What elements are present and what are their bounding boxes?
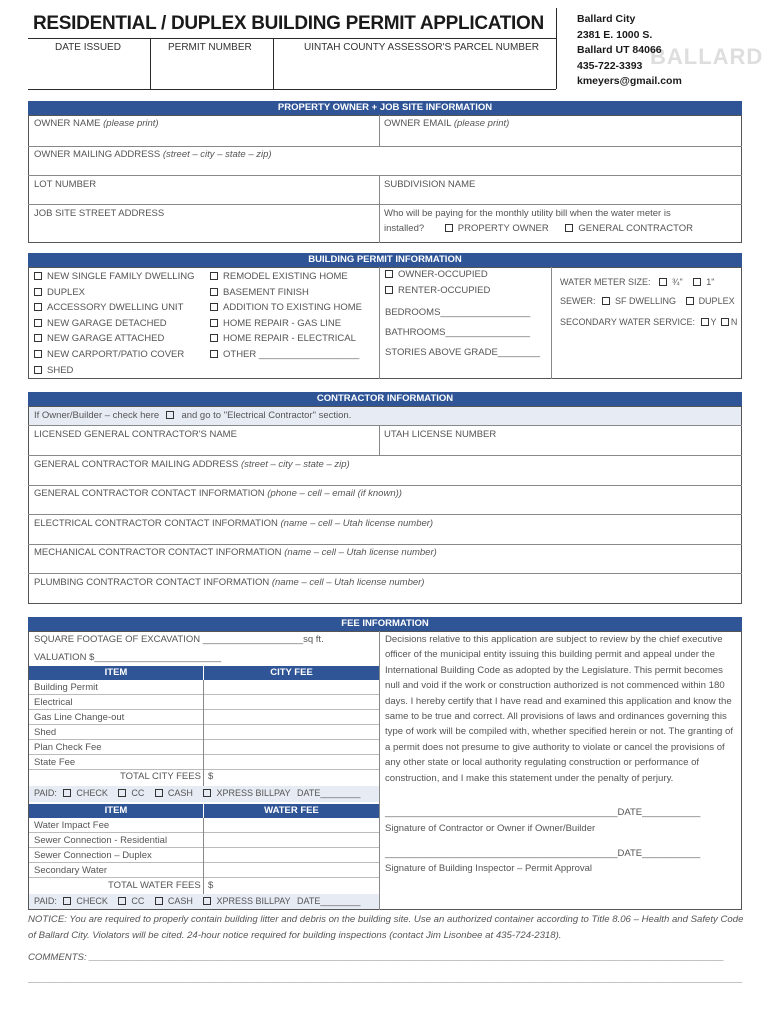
row-divider bbox=[28, 544, 742, 545]
owner-occupied-label: OWNER-OCCUPIED bbox=[398, 269, 488, 280]
permit-type-option[interactable] bbox=[210, 300, 362, 316]
city-fee-items bbox=[29, 680, 379, 770]
comments-field[interactable]: COMMENTS: _______________________________________________________________________________________________________________________ bbox=[28, 952, 725, 963]
renter-occupied-label: RENTER-OCCUPIED bbox=[398, 285, 491, 296]
total-city-fees-label: TOTAL CITY FEES bbox=[120, 771, 201, 782]
fee-item-label: Sewer Connection – Duplex bbox=[34, 850, 152, 861]
fee-row bbox=[29, 833, 379, 848]
permit-type-label: HOME REPAIR - ELECTRICAL bbox=[223, 333, 356, 345]
secondary-water-label: SECONDARY WATER SERVICE: bbox=[560, 317, 696, 327]
utility-option-owner-label: PROPERTY OWNER bbox=[457, 223, 549, 234]
owner-builder-row bbox=[34, 410, 351, 421]
permit-type-option[interactable] bbox=[34, 347, 194, 363]
water-fee-items bbox=[29, 818, 379, 878]
permit-type-label: DUPLEX bbox=[47, 286, 86, 298]
permit-type-list-2 bbox=[210, 269, 362, 363]
checkbox-icon[interactable] bbox=[602, 297, 610, 305]
secondary-water-no[interactable] bbox=[721, 317, 738, 327]
permit-type-list-1 bbox=[34, 269, 194, 378]
comments-line[interactable]: ______________________________________________________________________________________________________________________________________ bbox=[28, 974, 743, 985]
checkbox-icon[interactable] bbox=[210, 272, 218, 280]
owner-mailing-field[interactable] bbox=[34, 149, 272, 160]
pay-cc-label: CC bbox=[131, 788, 145, 798]
city-address-line2: Ballard UT 84066 bbox=[577, 44, 662, 56]
gc-contact-note: (phone – cell – email (if known)) bbox=[267, 488, 402, 499]
notice-text: NOTICE: You are required to properly contain building litter and debris on the building site. Use an authorized container according to Title 8.06 – Health and Safety Code of Ballard City. Violators will be cited. 24-hour notice required for building inspections (contact Jim Lisonbee at 435-724-2318). bbox=[28, 914, 744, 941]
fee-row bbox=[29, 818, 379, 833]
row-divider bbox=[28, 425, 742, 426]
row-divider bbox=[28, 573, 742, 574]
sewer-sf-label: SF DWELLING bbox=[615, 296, 677, 306]
checkbox-icon[interactable] bbox=[210, 350, 218, 358]
fee-row bbox=[29, 725, 379, 740]
water-meter-option-b[interactable] bbox=[693, 277, 714, 287]
permit-type-label: OTHER ___________________ bbox=[223, 348, 360, 360]
checkbox-icon[interactable] bbox=[63, 789, 71, 797]
city-item-header: ITEM bbox=[29, 666, 203, 680]
permit-type-label: ACCESSORY DWELLING UNIT bbox=[47, 302, 184, 314]
title-underline bbox=[28, 38, 556, 39]
fee-row bbox=[29, 680, 379, 695]
owner-mailing-note: (street – city – state – zip) bbox=[162, 149, 272, 160]
plumbing-label: PLUMBING CONTRACTOR CONTACT INFORMATION bbox=[34, 577, 270, 588]
permit-type-option[interactable] bbox=[34, 331, 194, 347]
city-pay-check[interactable] bbox=[63, 788, 108, 798]
checkbox-icon[interactable] bbox=[210, 334, 218, 342]
city-pay-cc[interactable] bbox=[118, 788, 144, 798]
electrical-label: ELECTRICAL CONTRACTOR CONTACT INFORMATION bbox=[34, 518, 278, 529]
utility-option-contractor[interactable] bbox=[565, 223, 693, 234]
parcel-number-label: UINTAH COUNTY ASSESSOR'S PARCEL NUMBER bbox=[304, 42, 539, 53]
total-water-fees-value[interactable]: $ bbox=[208, 880, 214, 891]
col-divider bbox=[379, 425, 380, 455]
city-name: Ballard City bbox=[577, 13, 636, 25]
pay-xpress-label: XPRESS BILLPAY bbox=[216, 896, 291, 906]
form-title: RESIDENTIAL / DUPLEX BUILDING PERMIT APPLICATION bbox=[33, 13, 544, 34]
fee-amount-field[interactable] bbox=[203, 848, 379, 862]
sewer-label: SEWER: bbox=[560, 296, 596, 306]
col-divider bbox=[379, 631, 380, 910]
utility-option-owner[interactable] bbox=[445, 223, 549, 234]
row-divider bbox=[28, 204, 742, 205]
fee-row bbox=[29, 740, 379, 755]
checkbox-icon[interactable] bbox=[34, 319, 42, 327]
col-divider bbox=[203, 818, 204, 894]
water-item-header: ITEM bbox=[29, 804, 203, 818]
checkbox-icon[interactable] bbox=[721, 318, 729, 326]
col-divider bbox=[379, 115, 380, 146]
city-phone: 435-722-3393 bbox=[577, 59, 643, 72]
contractor-signature-caption: Signature of Contractor or Owner if Owner/Builder bbox=[385, 823, 596, 834]
mechanical-contact-field[interactable] bbox=[34, 547, 437, 558]
fee-item-label: Shed bbox=[34, 727, 57, 738]
fee-amount-field[interactable] bbox=[203, 695, 379, 709]
sewer-duplex-label: DUPLEX bbox=[698, 296, 735, 306]
pay-cash-label: CASH bbox=[167, 788, 193, 798]
owner-name-field[interactable] bbox=[34, 118, 159, 129]
checkbox-icon[interactable] bbox=[34, 334, 42, 342]
water-pay-check[interactable] bbox=[63, 896, 108, 906]
paid-label: PAID: bbox=[34, 788, 57, 798]
pay-cash-label: CASH bbox=[167, 896, 193, 906]
fee-row bbox=[29, 710, 379, 725]
plumbing-contact-field[interactable] bbox=[34, 577, 424, 588]
permit-type-option[interactable] bbox=[34, 316, 194, 332]
checkbox-icon[interactable] bbox=[118, 897, 126, 905]
owner-mailing-label: OWNER MAILING ADDRESS bbox=[34, 149, 161, 160]
row-divider bbox=[28, 485, 742, 486]
pay-xpress-label: XPRESS BILLPAY bbox=[216, 788, 291, 798]
row-divider bbox=[28, 455, 742, 456]
checkbox-icon[interactable] bbox=[693, 278, 701, 286]
permit-type-label: NEW CARPORT/PATIO COVER bbox=[47, 348, 185, 360]
secondary-water-yes[interactable] bbox=[701, 317, 717, 327]
utility-question-line1: Who will be paying for the monthly utility bill when the water meter is bbox=[384, 208, 671, 219]
fee-item-label: Secondary Water bbox=[34, 865, 108, 876]
fee-item-label: Gas Line Change-out bbox=[34, 712, 125, 723]
date-issued-label: DATE ISSUED bbox=[55, 42, 121, 53]
water-meter-option-a[interactable] bbox=[659, 277, 683, 287]
owner-builder-text-b: and go to "Electrical Contractor" section. bbox=[181, 410, 352, 421]
permit-type-option[interactable] bbox=[210, 316, 362, 332]
row-divider bbox=[28, 514, 742, 515]
total-city-fees-value[interactable]: $ bbox=[208, 771, 214, 782]
permit-type-option[interactable] bbox=[210, 285, 362, 301]
fee-amount-field[interactable] bbox=[203, 680, 379, 694]
city-fee-header: CITY FEE bbox=[204, 666, 379, 680]
permit-type-option[interactable] bbox=[210, 269, 362, 285]
checkbox-icon[interactable] bbox=[210, 319, 218, 327]
water-pay-cc[interactable] bbox=[118, 896, 144, 906]
fee-item-label: Water Impact Fee bbox=[34, 820, 110, 831]
secondary-yes-label: Y bbox=[710, 317, 717, 327]
bedrooms-field[interactable]: BEDROOMS_________________ bbox=[385, 307, 531, 318]
header-bottom-line bbox=[28, 89, 556, 90]
permit-type-option[interactable] bbox=[34, 269, 194, 285]
valuation-field[interactable]: VALUATION $________________________ bbox=[34, 652, 222, 663]
sewer-row bbox=[560, 296, 735, 306]
fee-amount-field[interactable] bbox=[203, 755, 379, 769]
contractor-signature-line[interactable]: ____________________________________________DATE___________ bbox=[385, 807, 701, 818]
fee-row bbox=[29, 863, 379, 878]
owner-email-field[interactable] bbox=[384, 118, 509, 129]
building-section-header: BUILDING PERMIT INFORMATION bbox=[28, 253, 742, 267]
city-logo-watermark: BALLARD bbox=[650, 44, 764, 69]
permit-type-option[interactable] bbox=[210, 347, 362, 363]
checkbox-icon[interactable] bbox=[155, 789, 163, 797]
bathrooms-field[interactable]: BATHROOMS________________ bbox=[385, 327, 531, 338]
permit-type-option[interactable] bbox=[34, 285, 194, 301]
water-meter-b-label: 1" bbox=[706, 277, 715, 287]
fee-amount-field[interactable] bbox=[203, 710, 379, 724]
row-divider bbox=[28, 175, 742, 176]
owner-section-header: PROPERTY OWNER + JOB SITE INFORMATION bbox=[28, 101, 742, 115]
fee-amount-field[interactable] bbox=[203, 818, 379, 832]
fee-row bbox=[29, 695, 379, 710]
permit-type-option[interactable] bbox=[34, 363, 194, 379]
header-divider bbox=[273, 39, 274, 89]
water-meter-a-label: ¾" bbox=[672, 277, 683, 287]
permit-number-label: PERMIT NUMBER bbox=[168, 42, 252, 53]
pay-check-label: CHECK bbox=[76, 896, 108, 906]
col-divider bbox=[551, 267, 552, 379]
permit-type-label: NEW GARAGE DETACHED bbox=[47, 317, 167, 329]
city-contact-block bbox=[577, 12, 682, 90]
checkbox-icon[interactable] bbox=[445, 224, 453, 232]
subdivision-field[interactable]: SUBDIVISION NAME bbox=[384, 179, 476, 190]
col-divider bbox=[379, 267, 380, 379]
sq-footage-field[interactable]: SQUARE FOOTAGE OF EXCAVATION ___________________sq ft. bbox=[34, 634, 324, 645]
city-paid-row bbox=[34, 788, 360, 798]
fee-item-label: State Fee bbox=[34, 757, 76, 768]
stories-field[interactable]: STORIES ABOVE GRADE________ bbox=[385, 347, 541, 358]
owner-builder-checkbox-icon[interactable] bbox=[166, 411, 174, 419]
checkbox-icon[interactable] bbox=[701, 318, 709, 326]
gc-contact-label: GENERAL CONTRACTOR CONTACT INFORMATION bbox=[34, 488, 265, 499]
checkbox-icon[interactable] bbox=[203, 789, 211, 797]
fee-item-label: Sewer Connection - Residential bbox=[34, 835, 168, 846]
permit-type-option[interactable] bbox=[34, 300, 194, 316]
checkbox-icon[interactable] bbox=[686, 297, 694, 305]
gc-mailing-note: (street – city – state – zip) bbox=[240, 459, 350, 470]
owner-occupied-option[interactable] bbox=[385, 269, 488, 280]
owner-email-note: (please print) bbox=[453, 118, 510, 129]
fee-amount-field[interactable] bbox=[203, 740, 379, 754]
fee-item-label: Plan Check Fee bbox=[34, 742, 102, 753]
electrical-contact-field[interactable] bbox=[34, 518, 433, 529]
checkbox-icon[interactable] bbox=[34, 366, 42, 374]
checkbox-icon[interactable] bbox=[34, 272, 42, 280]
mechanical-label: MECHANICAL CONTRACTOR CONTACT INFORMATION bbox=[34, 547, 282, 558]
checkbox-icon[interactable] bbox=[34, 303, 42, 311]
header-divider bbox=[556, 8, 557, 89]
checkbox-icon[interactable] bbox=[210, 288, 218, 296]
permit-type-label: REMODEL EXISTING HOME bbox=[223, 271, 348, 282]
fee-item-label: Electrical bbox=[34, 697, 73, 708]
fee-row bbox=[29, 755, 379, 770]
water-meter-row bbox=[560, 277, 714, 287]
checkbox-icon[interactable] bbox=[155, 897, 163, 905]
water-meter-label: WATER METER SIZE: bbox=[560, 277, 651, 287]
sewer-option-sf[interactable] bbox=[602, 296, 676, 306]
utility-question-installed: installed? bbox=[384, 223, 425, 234]
col-divider bbox=[379, 175, 380, 243]
fee-section-header: FEE INFORMATION bbox=[28, 617, 742, 631]
permit-type-label: HOME REPAIR - GAS LINE bbox=[223, 317, 342, 329]
city-address-line1: 2381 E. 1000 S. bbox=[577, 28, 653, 41]
gc-mailing-field[interactable] bbox=[34, 459, 350, 470]
checkbox-icon[interactable] bbox=[203, 897, 211, 905]
lot-number-field[interactable]: LOT NUMBER bbox=[34, 179, 97, 190]
renter-occupied-option[interactable] bbox=[385, 285, 490, 296]
checkbox-icon[interactable] bbox=[385, 286, 393, 294]
owner-name-label: OWNER NAME bbox=[34, 118, 101, 129]
inspector-signature-caption: Signature of Building Inspector – Permit Approval bbox=[385, 863, 593, 874]
pay-check-label: CHECK bbox=[76, 788, 108, 798]
secondary-no-label: N bbox=[730, 317, 738, 327]
gc-mailing-label: GENERAL CONTRACTOR MAILING ADDRESS bbox=[34, 459, 239, 470]
water-paid-row bbox=[34, 896, 360, 906]
secondary-water-row bbox=[560, 317, 737, 327]
city-pay-xpress[interactable] bbox=[203, 788, 290, 798]
owner-email-label: OWNER EMAIL bbox=[384, 118, 452, 129]
contractor-section-header: CONTRACTOR INFORMATION bbox=[28, 392, 742, 406]
fee-row bbox=[29, 848, 379, 863]
city-pay-cash[interactable] bbox=[155, 788, 193, 798]
checkbox-icon[interactable] bbox=[118, 789, 126, 797]
legal-disclaimer: Decisions relative to this application are subject to review by the chief executive officer of the municipal entity issuing this building permit and appeal under the International Building Code as adopted by the Legislature. This permit becomes null and void if the work or construction authorized is not commenced within 180 days. I hereby certify that I have read and examined this application and know the same to be true and correct. All provisions of laws and ordinances governing this type of work will be compiled with, whether specified herein or not. The granting of a permit does not presume to give authority to violate or cancel the provisions of any other state or local authority regulating construction or performance of construction, and I make this statement under the penalty of perjury. bbox=[385, 634, 734, 784]
checkbox-icon[interactable] bbox=[210, 303, 218, 311]
permit-type-label: BASEMENT FINISH bbox=[223, 286, 309, 298]
gc-contact-field[interactable] bbox=[34, 488, 402, 499]
col-divider bbox=[203, 680, 204, 786]
fee-amount-field[interactable] bbox=[203, 725, 379, 739]
permit-type-label: ADDITION TO EXISTING HOME bbox=[223, 302, 362, 314]
electrical-note: (name – cell – Utah license number) bbox=[280, 518, 434, 529]
fee-item-label: Building Permit bbox=[34, 682, 98, 693]
plumbing-note: (name – cell – Utah license number) bbox=[271, 577, 425, 588]
checkbox-icon[interactable] bbox=[659, 278, 667, 286]
owner-name-note: (please print) bbox=[103, 118, 159, 129]
sewer-option-duplex[interactable] bbox=[686, 296, 735, 306]
checkbox-icon[interactable] bbox=[565, 224, 573, 232]
city-pay-date[interactable]: DATE________ bbox=[297, 788, 361, 798]
mechanical-note: (name – cell – Utah license number) bbox=[284, 547, 437, 558]
job-site-street-field[interactable]: JOB SITE STREET ADDRESS bbox=[34, 208, 165, 219]
checkbox-icon[interactable] bbox=[34, 288, 42, 296]
permit-type-option[interactable] bbox=[210, 331, 362, 347]
water-pay-cash[interactable] bbox=[155, 896, 193, 906]
fee-amount-field[interactable] bbox=[203, 863, 379, 877]
gc-name-field[interactable]: LICENSED GENERAL CONTRACTOR'S NAME bbox=[34, 429, 237, 440]
header-divider bbox=[150, 39, 151, 89]
permit-type-label: NEW SINGLE FAMILY DWELLING bbox=[47, 271, 195, 282]
paid-label: PAID: bbox=[34, 896, 57, 906]
checkbox-icon[interactable] bbox=[63, 897, 71, 905]
total-water-fees-label: TOTAL WATER FEES bbox=[108, 880, 201, 891]
city-email: kmeyers@gmail.com bbox=[577, 75, 682, 87]
water-pay-xpress[interactable] bbox=[203, 896, 290, 906]
water-fee-header: WATER FEE bbox=[204, 804, 379, 818]
utility-option-contractor-label: GENERAL CONTRACTOR bbox=[578, 223, 693, 234]
pay-cc-label: CC bbox=[131, 896, 145, 906]
license-number-field[interactable]: UTAH LICENSE NUMBER bbox=[384, 429, 497, 440]
water-pay-date[interactable]: DATE________ bbox=[297, 896, 361, 906]
permit-type-label: NEW GARAGE ATTACHED bbox=[47, 333, 165, 345]
utility-question-line2 bbox=[384, 223, 693, 234]
owner-builder-text-a: If Owner/Builder – check here bbox=[34, 410, 160, 421]
permit-type-label: SHED bbox=[47, 364, 74, 376]
row-divider bbox=[28, 146, 742, 147]
checkbox-icon[interactable] bbox=[385, 270, 393, 278]
checkbox-icon[interactable] bbox=[34, 350, 42, 358]
inspector-signature-line[interactable]: ____________________________________________DATE___________ bbox=[385, 848, 701, 859]
fee-amount-field[interactable] bbox=[203, 833, 379, 847]
